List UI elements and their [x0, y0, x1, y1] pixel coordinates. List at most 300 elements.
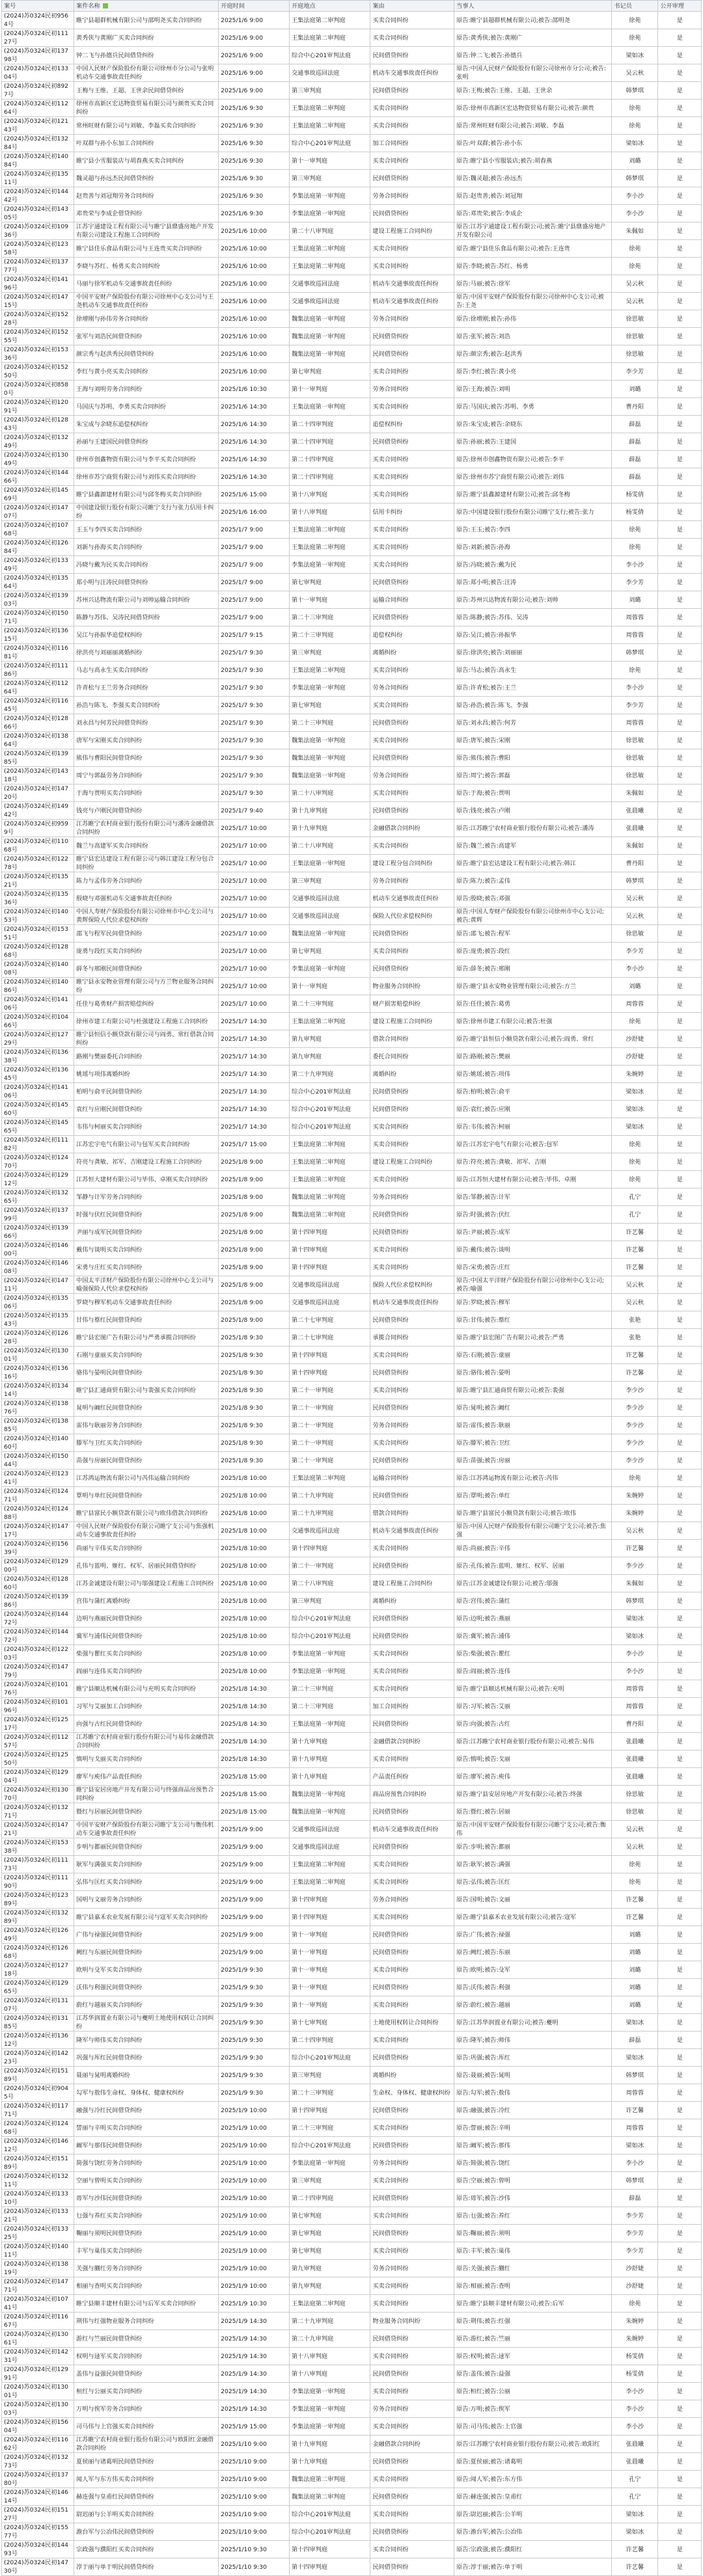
cell-cause: 民间借贷纠纷: [370, 2225, 454, 2242]
table-row[interactable]: [2, 978, 702, 995]
cell-parties: 原告:万明;被告:俟军: [454, 2400, 612, 2418]
table-row[interactable]: [2, 1311, 702, 1329]
table-row[interactable]: [2, 1768, 702, 1786]
cell-case-no: (2024)苏0324民初14493号: [2, 2541, 74, 2558]
cell-hearing-location: 第二十九审判庭: [289, 1066, 370, 1083]
cell-hearing-time: 2025/1/7 10:00: [219, 925, 290, 943]
table-row[interactable]: [2, 1751, 702, 1768]
cell-clerk: 韩梦琪: [612, 1592, 658, 1610]
cell-clerk: 徐苑: [612, 1013, 658, 1030]
cell-public-trial: 是: [658, 1996, 702, 2014]
table-row[interactable]: [2, 1434, 702, 1452]
cell-hearing-time: 2025/1/7 9:30: [219, 644, 290, 662]
cell-public-trial: 是: [658, 1873, 702, 1891]
cell-case-name: 李晓与苏红、杨勇买卖合同纠纷: [74, 258, 219, 275]
cell-public-trial: 是: [658, 1434, 702, 1452]
table-row[interactable]: [2, 1628, 702, 1645]
cell-public-trial: 是: [658, 1030, 702, 1048]
cell-clerk: 孔宁: [612, 2488, 658, 2506]
cell-hearing-location: 第十九审判庭: [289, 1733, 370, 1751]
cell-public-trial: 是: [658, 2207, 702, 2225]
cell-cause: 民间借贷纠纷: [370, 1926, 454, 1944]
table-row[interactable]: [2, 135, 702, 152]
table-row[interactable]: [2, 503, 702, 521]
cell-cause: 买卖合同纠纷: [370, 1856, 454, 1873]
cell-hearing-location: 第二十九审判庭: [289, 2313, 370, 2330]
cell-hearing-location: 第十一审判庭: [289, 1961, 370, 1979]
cell-case-name: 王梅与王维、王超、王世余民间借贷纠纷: [74, 82, 219, 100]
table-row[interactable]: [2, 2032, 702, 2049]
table-row[interactable]: [2, 1786, 702, 1803]
cell-cause: 机动车交通事故责任纠纷: [370, 293, 454, 310]
table-row[interactable]: [2, 2119, 702, 2137]
cell-public-trial: 是: [658, 2365, 702, 2383]
table-row[interactable]: [2, 1610, 702, 1628]
table-row[interactable]: [2, 1030, 702, 1048]
table-row[interactable]: [2, 1821, 702, 1838]
cell-clerk: 张晨曦: [612, 1751, 658, 1768]
table-row[interactable]: [2, 2207, 702, 2225]
cell-clerk: 周蓉蓉: [612, 609, 658, 626]
cell-hearing-location: 第十一审判庭: [289, 381, 370, 398]
cell-public-trial: 是: [658, 47, 702, 64]
cell-parties: 原告:江苏睢宁农村商业银行股份有限公司;被告:潘涛: [454, 820, 612, 837]
table-row[interactable]: [2, 1101, 702, 1118]
cell-case-no: (2024)苏0324民初12468号: [2, 2119, 74, 2137]
cell-hearing-location: 第二十一审判庭: [289, 1452, 370, 1469]
cell-cause: 劳务合同纠纷: [370, 187, 454, 205]
cell-hearing-time: 2025/1/8 10:00: [219, 1628, 290, 1645]
table-row[interactable]: [2, 1188, 702, 1206]
cell-hearing-location: 王集法庭第一审判庭: [289, 1715, 370, 1733]
cell-public-trial: 是: [658, 1311, 702, 1329]
cell-public-trial: 是: [658, 662, 702, 679]
table-body: [2, 12, 702, 2576]
cell-cause: 买卖合同纠纷: [370, 732, 454, 749]
cell-clerk: 周蓉蓉: [612, 995, 658, 1013]
cell-hearing-location: 第七审判庭: [289, 363, 370, 381]
table-row[interactable]: [2, 2137, 702, 2154]
table-row[interactable]: [2, 907, 702, 925]
cell-case-no: (2024)苏0324民初13414号: [2, 1382, 74, 1399]
cell-case-no: (2024)苏0324民初11173号: [2, 1856, 74, 1873]
table-row[interactable]: [2, 943, 702, 960]
table-row[interactable]: [2, 1979, 702, 1996]
header-clerk[interactable]: 书记员: [612, 1, 658, 12]
cell-public-trial: 是: [658, 1083, 702, 1101]
table-row[interactable]: [2, 29, 702, 47]
cell-cause: 民间借贷纠纷: [370, 1206, 454, 1224]
table-row[interactable]: [2, 1417, 702, 1434]
cell-hearing-location: 第九审判庭: [289, 2277, 370, 2295]
table-row[interactable]: [2, 345, 702, 363]
table-row[interactable]: [2, 1680, 702, 1698]
cell-case-name: 雷伟与耿丽劳务合同纠纷: [74, 1417, 219, 1434]
cell-case-name: 睢宁县宏图广告有限公司与严勇承揽合同纠纷: [74, 1329, 219, 1347]
table-row[interactable]: [2, 1048, 702, 1066]
cell-clerk: 朱婉婷: [612, 2313, 658, 2330]
table-row[interactable]: [2, 2225, 702, 2242]
table-row[interactable]: [2, 1645, 702, 1663]
cell-cause: 追偿权纠纷: [370, 626, 454, 644]
cell-case-no: (2024)苏0324民初13799号: [2, 1206, 74, 1224]
table-row[interactable]: [2, 152, 702, 170]
table-row[interactable]: [2, 2558, 702, 2576]
table-row[interactable]: [2, 486, 702, 503]
cell-case-name: 中国平安财产保险股份有限公司徐州中心支公司与王尧机动车交通事故责任纠纷: [74, 293, 219, 310]
table-row[interactable]: [2, 2365, 702, 2383]
cell-case-no: (2024)苏0324民初12628号: [2, 1329, 74, 1347]
table-row[interactable]: [2, 258, 702, 275]
table-row[interactable]: [2, 1171, 702, 1188]
cell-public-trial: 是: [658, 2172, 702, 2190]
table-row[interactable]: [2, 2471, 702, 2488]
table-row[interactable]: [2, 1592, 702, 1610]
header-parties[interactable]: 当事人: [454, 1, 612, 12]
cell-hearing-location: 魏集法庭第一审判庭: [289, 1786, 370, 1803]
table-row[interactable]: [2, 872, 702, 890]
table-row[interactable]: [2, 556, 702, 574]
table-row[interactable]: [2, 1522, 702, 1540]
cell-hearing-time: 2025/1/6 16:00: [219, 503, 290, 521]
cell-case-name: 姚瑶与项伟离婚纠纷: [74, 1066, 219, 1083]
table-row[interactable]: [2, 2541, 702, 2558]
cell-public-trial: 是: [658, 1663, 702, 1680]
cell-clerk: 韩梦琪: [612, 2172, 658, 2190]
cell-parties: 原告:澹台军;被告:公冶伟: [454, 2523, 612, 2541]
table-row[interactable]: [2, 1663, 702, 1680]
table-row[interactable]: [2, 1136, 702, 1153]
cell-case-name: 边明与燕丽民间借贷纠纷: [74, 1610, 219, 1628]
cell-hearing-time: 2025/1/7 9:00: [219, 556, 290, 574]
table-row[interactable]: [2, 749, 702, 767]
table-row[interactable]: [2, 310, 702, 328]
cell-hearing-time: 2025/1/9 14:30: [219, 2330, 290, 2348]
table-row[interactable]: [2, 2488, 702, 2506]
cell-cause: 金融借款合同纠纷: [370, 2435, 454, 2453]
cell-hearing-time: 2025/1/7 9:30: [219, 679, 290, 697]
table-row[interactable]: [2, 293, 702, 310]
table-row[interactable]: [2, 2190, 702, 2207]
table-row[interactable]: [2, 1909, 702, 1926]
cell-cause: 民间借贷纠纷: [370, 2190, 454, 2207]
cell-case-no: (2024)苏0324民初14707号: [2, 503, 74, 521]
cell-public-trial: 是: [658, 433, 702, 451]
table-row[interactable]: [2, 1364, 702, 1382]
cell-hearing-location: 第三审判庭: [289, 1592, 370, 1610]
cell-parties: 原告:中国人民财产保险股份有限公司睢宁支公司;被告:焦强: [454, 1522, 612, 1540]
cell-public-trial: 是: [658, 2418, 702, 2435]
cell-case-no: (2024)苏0324民初15604号: [2, 2418, 74, 2435]
cell-case-no: (2024)苏0324民初13325号: [2, 2225, 74, 2242]
cell-hearing-time: 2025/1/8 10:00: [219, 1575, 290, 1592]
table-row[interactable]: [2, 697, 702, 714]
table-row[interactable]: [2, 767, 702, 785]
cell-clerk: 李小沙: [612, 960, 658, 978]
table-row[interactable]: [2, 2453, 702, 2471]
cell-cause: 买卖合同纠纷: [370, 1118, 454, 1136]
cell-hearing-location: 王集法庭第二审判庭: [289, 1136, 370, 1153]
table-row[interactable]: [2, 732, 702, 749]
cell-case-no: (2024)苏0324民初12488号: [2, 1505, 74, 1522]
cell-case-name: 广伟与禄强民间借贷纠纷: [74, 1926, 219, 1944]
cell-hearing-time: 2025/1/8 9:00: [219, 1171, 290, 1188]
cell-clerk: 李小沙: [612, 2383, 658, 2400]
cell-cause: 产品责任纠纷: [370, 1768, 454, 1786]
cell-hearing-location: 第十八审判庭: [289, 503, 370, 521]
table-row[interactable]: [2, 1557, 702, 1575]
table-row[interactable]: [2, 64, 702, 82]
cell-public-trial: 是: [658, 837, 702, 855]
table-row[interactable]: [2, 1083, 702, 1101]
cell-case-name: 冯晓与戴为民买卖合同纠纷: [74, 556, 219, 574]
cell-clerk: 张晨曦: [612, 2453, 658, 2471]
cell-hearing-location: 第二十四审判庭: [289, 451, 370, 468]
table-row[interactable]: [2, 785, 702, 802]
cell-hearing-location: 综合中心201审判法庭: [289, 2137, 370, 2154]
header-cause[interactable]: 案由: [370, 1, 454, 12]
cell-hearing-location: 综合中心201审判法庭: [289, 1083, 370, 1101]
table-row[interactable]: [2, 451, 702, 468]
table-row[interactable]: [2, 521, 702, 539]
cell-case-name: 睢宁县汇通商贸有限公司与裴强买卖合同纠纷: [74, 1382, 219, 1399]
cell-clerk: 梁如冰: [612, 1628, 658, 1645]
cell-case-name: 阚军与那伟民间借贷纠纷: [74, 2137, 219, 2154]
cell-cause: 商品房预售合同纠纷: [370, 1786, 454, 1803]
table-row[interactable]: [2, 2506, 702, 2523]
table-row[interactable]: [2, 574, 702, 591]
table-row[interactable]: [2, 626, 702, 644]
cell-clerk: 许艺馨: [612, 2102, 658, 2119]
table-row[interactable]: [2, 1259, 702, 1276]
table-row[interactable]: [2, 117, 702, 135]
table-row[interactable]: [2, 187, 702, 205]
cell-cause: 买卖合同纠纷: [370, 539, 454, 556]
table-row[interactable]: [2, 82, 702, 100]
header-public-trial[interactable]: 公开审理: [658, 1, 702, 12]
table-row[interactable]: [2, 591, 702, 609]
table-row[interactable]: [2, 205, 702, 222]
table-row[interactable]: [2, 416, 702, 433]
table-row[interactable]: [2, 468, 702, 486]
table-row[interactable]: [2, 995, 702, 1013]
cell-case-name: 耿军与满强买卖合同纠纷: [74, 1856, 219, 1873]
cell-hearing-time: 2025/1/7 10:00: [219, 907, 290, 925]
table-row[interactable]: [2, 1505, 702, 1522]
cell-hearing-location: 王集法庭第一审判庭: [289, 855, 370, 872]
table-row[interactable]: [2, 2418, 702, 2435]
table-row[interactable]: [2, 1294, 702, 1311]
table-row[interactable]: [2, 2383, 702, 2400]
table-row[interactable]: [2, 2313, 702, 2330]
table-row[interactable]: [2, 1487, 702, 1505]
table-row[interactable]: [2, 1856, 702, 1873]
table-row[interactable]: [2, 2348, 702, 2365]
table-row[interactable]: [2, 222, 702, 240]
table-row[interactable]: [2, 1873, 702, 1891]
table-row[interactable]: [2, 837, 702, 855]
cell-clerk: 吴云秋: [612, 64, 658, 82]
table-row[interactable]: [2, 2330, 702, 2348]
cell-hearing-time: 2025/1/9 9:00: [219, 1873, 290, 1891]
table-row[interactable]: [2, 855, 702, 872]
table-row[interactable]: [2, 609, 702, 626]
cell-cause: 加工合同纠纷: [370, 1698, 454, 1715]
table-row[interactable]: [2, 1803, 702, 1821]
cell-clerk: 刘璐: [612, 381, 658, 398]
table-row[interactable]: [2, 1944, 702, 1961]
table-row[interactable]: [2, 2067, 702, 2084]
cell-hearing-location: 王集法庭第二审判庭: [289, 1873, 370, 1891]
cell-hearing-location: 综合中心201审判法庭: [289, 2049, 370, 2067]
table-row[interactable]: [2, 2523, 702, 2541]
cell-clerk: 徐苑: [612, 1136, 658, 1153]
cell-case-no: (2024)苏0324民初13543号: [2, 1311, 74, 1329]
cell-case-no: (2024)苏0324民初12091号: [2, 398, 74, 416]
cell-hearing-location: 交通事故巡回法庭: [289, 1838, 370, 1856]
table-row[interactable]: [2, 1715, 702, 1733]
filter-icon[interactable]: [103, 3, 108, 8]
table-row[interactable]: [2, 925, 702, 943]
cell-cause: 机动车交通事故责任纠纷: [370, 890, 454, 907]
table-row[interactable]: [2, 2260, 702, 2277]
cell-case-no: (2024)苏0324民初14106号: [2, 1083, 74, 1101]
table-row[interactable]: [2, 1452, 702, 1469]
table-row[interactable]: [2, 714, 702, 732]
table-row[interactable]: [2, 1698, 702, 1715]
table-row[interactable]: [2, 170, 702, 187]
cell-clerk: 李小沙: [612, 2154, 658, 2172]
table-row[interactable]: [2, 398, 702, 416]
table-row[interactable]: [2, 802, 702, 820]
cell-case-name: 徐州市建工有限公司与杜强建设工程施工合同纠纷: [74, 1013, 219, 1030]
table-row[interactable]: [2, 890, 702, 907]
table-row[interactable]: [2, 1224, 702, 1241]
cell-clerk: 朱婉婷: [612, 1505, 658, 1522]
table-row[interactable]: [2, 2014, 702, 2032]
table-row[interactable]: [2, 1540, 702, 1557]
header-case-name[interactable]: [74, 1, 219, 12]
cell-case-no: (2024)苏0324民初13284号: [2, 135, 74, 152]
cell-hearing-location: 魏集法庭第二审判庭: [289, 2488, 370, 2506]
cell-parties: 原告:阙红;被告:东丽: [454, 1944, 612, 1961]
table-row[interactable]: [2, 1575, 702, 1592]
table-row[interactable]: [2, 2400, 702, 2418]
table-row[interactable]: [2, 1399, 702, 1417]
cell-case-no: (2024)苏0324民初14715号: [2, 293, 74, 310]
cell-hearing-location: 第十四审判庭: [289, 1259, 370, 1276]
cell-hearing-time: 2025/1/8 14:30: [219, 1698, 290, 1715]
cell-case-name: 睢宁县恒信小额贷款有限公司与阎勇、常红借款合同纠纷: [74, 1030, 219, 1048]
table-row[interactable]: [2, 363, 702, 381]
table-row[interactable]: [2, 960, 702, 978]
table-row[interactable]: [2, 539, 702, 556]
table-row[interactable]: [2, 328, 702, 345]
cell-cause: 民间借贷纠纷: [370, 47, 454, 64]
cell-hearing-location: 第七审判庭: [289, 2242, 370, 2260]
table-row[interactable]: [2, 1891, 702, 1909]
table-row[interactable]: [2, 2277, 702, 2295]
table-row[interactable]: [2, 2049, 702, 2067]
cell-cause: 买卖合同纠纷: [370, 697, 454, 714]
cell-case-name: 刘永昌与何芳民间借贷纠纷: [74, 714, 219, 732]
table-row[interactable]: [2, 2295, 702, 2313]
cell-clerk: 李小沙: [612, 187, 658, 205]
table-row[interactable]: [2, 381, 702, 398]
table-row[interactable]: [2, 2154, 702, 2172]
table-row[interactable]: [2, 275, 702, 293]
table-row[interactable]: [2, 1733, 702, 1751]
cell-case-name: 聂丽与晁明离婚纠纷: [74, 2067, 219, 2084]
cell-cause: 买卖合同纠纷: [370, 2295, 454, 2313]
table-header-row: [2, 1, 702, 12]
table-row[interactable]: [2, 1347, 702, 1364]
table-row[interactable]: [2, 1838, 702, 1856]
header-case-no[interactable]: 案号: [2, 1, 74, 12]
table-row[interactable]: [2, 1241, 702, 1259]
table-row[interactable]: [2, 2435, 702, 2453]
cell-hearing-location: 第十一审判庭: [289, 152, 370, 170]
cell-public-trial: 是: [658, 943, 702, 960]
table-row[interactable]: [2, 433, 702, 451]
cell-hearing-location: 魏集法庭第二审判庭: [289, 1188, 370, 1206]
table-row[interactable]: [2, 1153, 702, 1171]
cell-parties: 原告:睢宁县超群机械有限公司;被告:邵明尧: [454, 12, 612, 29]
cell-hearing-time: 2025/1/6 10:00: [219, 310, 290, 328]
cell-parties: 原告:黄秀侠;被告:黄刚广: [454, 29, 612, 47]
table-row[interactable]: [2, 47, 702, 64]
cell-case-no: (2024)苏0324民初9599号: [2, 820, 74, 837]
table-row[interactable]: [2, 1276, 702, 1294]
table-row[interactable]: [2, 1066, 702, 1083]
table-row[interactable]: [2, 1961, 702, 1979]
table-row[interactable]: [2, 820, 702, 837]
cell-parties: 原告:广伟;被告:禄强: [454, 1926, 612, 1944]
cell-cause: 买卖合同纠纷: [370, 2277, 454, 2295]
table-row[interactable]: [2, 2084, 702, 2102]
cell-cause: 民间借贷纠纷: [370, 82, 454, 100]
cell-cause: 民间借贷纠纷: [370, 1399, 454, 1417]
table-row[interactable]: [2, 2172, 702, 2190]
table-row[interactable]: [2, 1013, 702, 1030]
table-row[interactable]: [2, 12, 702, 29]
cell-hearing-location: 综合中心201审判法庭: [289, 47, 370, 64]
table-row[interactable]: [2, 100, 702, 117]
cell-public-trial: 是: [658, 1206, 702, 1224]
cell-clerk: 梁如冰: [612, 2137, 658, 2154]
table-row[interactable]: [2, 679, 702, 697]
table-row[interactable]: [2, 1926, 702, 1944]
table-row[interactable]: [2, 2102, 702, 2119]
cell-case-name: 韦伟与柯丽买卖合同纠纷: [74, 1118, 219, 1136]
cell-cause: 买卖合同纠纷: [370, 29, 454, 47]
header-hearing-time[interactable]: 开庭时间: [219, 1, 290, 12]
table-row[interactable]: [2, 240, 702, 258]
cell-case-name: 毋军与沙伟民间借贷纠纷: [74, 2190, 219, 2207]
cell-clerk: 刘璐: [612, 1961, 658, 1979]
table-row[interactable]: [2, 662, 702, 679]
table-row[interactable]: [2, 1469, 702, 1487]
table-row[interactable]: [2, 1996, 702, 2014]
header-hearing-location[interactable]: 开庭地点: [289, 1, 370, 12]
table-row[interactable]: [2, 1382, 702, 1399]
table-row[interactable]: [2, 1206, 702, 1224]
table-row[interactable]: [2, 1329, 702, 1347]
cell-public-trial: 是: [658, 802, 702, 820]
table-row[interactable]: [2, 2242, 702, 2260]
table-row[interactable]: [2, 1118, 702, 1136]
table-row[interactable]: [2, 644, 702, 662]
